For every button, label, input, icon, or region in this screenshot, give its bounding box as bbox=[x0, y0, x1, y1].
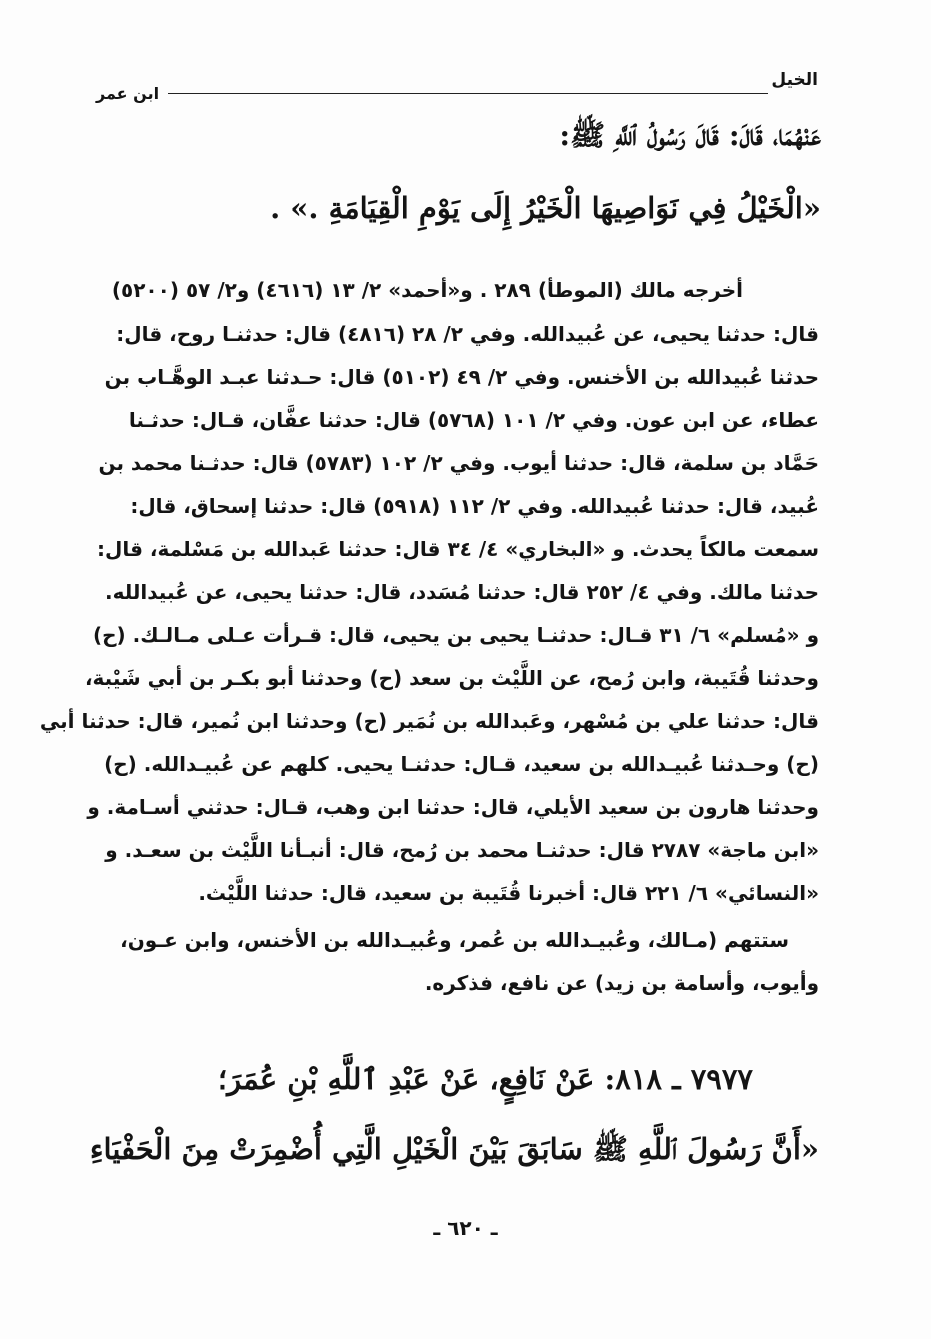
takhrij-line: أخرجه مالك (الموطأ) ٢٨٩ . و«أحمد» ٢/ ١٣ (٤٦١٦) و٢/ ٥٧ (٥٢٠٠) bbox=[111, 278, 743, 302]
takhrij-line: عطاء، عن ابن عون. وفي ٢/ ١٠١ (٥٧٦٨) قال: حدثنا عفَّان، قـال: حدثـنا bbox=[128, 408, 819, 432]
hadith-intro-line: عَنْهُمَا، قَالَ: قَالَ رَسُولُ ٱللَّهِ ﷺ: bbox=[559, 118, 821, 152]
takhrij-line: قال: حدثنا علي بن مُسْهر، وعَبدالله بن نُمَير (ح) وحدثنا ابن نُمير، قال: حدثنا أبي bbox=[39, 709, 819, 733]
chapter-title: الخيل bbox=[771, 70, 818, 90]
summary-line: وأيوب، وأسامة بن زيد) عن نافع، فذكره. bbox=[424, 971, 819, 995]
takhrij-line: «ابن ماجة» ٢٧٨٧ قال: حدثنـا محمد بن رُمح، قال: أنبـأنا اللَّيْث بن سعـد. و bbox=[105, 838, 819, 862]
running-header bbox=[96, 70, 818, 102]
takhrij-line: سمعت مالكاً يحدث. و «البخاري» ٤/ ٣٤ قال: حدثنا عَبدالله بن مَسْلمة، قال: bbox=[97, 537, 819, 561]
hadith-number-line: ٧٩٧٧ ـ ٨١٨: عَنْ نَافِعٍ، عَنْ عَبْدِ ٱللَّهِ بْنِ عُمَرَ؛ bbox=[217, 1062, 753, 1096]
takhrij-line: حَمَّاد بن سلمة، قال: حدثنا أيوب. وفي ٢/ ١٠٢ (٥٧٨٣) قال: حدثـنا محمد بن bbox=[98, 451, 819, 475]
takhrij-line: وحدثنا قُتَيبة، وابن رُمح، عن اللَّيْث بن سعد (ح) وحدثنا أبو بكـر بن أبي شَيْبة، bbox=[84, 666, 819, 690]
takhrij-line: عُبيد، قال: حدثنا عُبيدالله. وفي ٢/ ١١٢ (٥٩١٨) قال: حدثنا إسحاق، قال: bbox=[130, 494, 819, 518]
takhrij-line: وحدثنا هارون بن سعيد الأيلي، قال: حدثنا ابن وهب، قـال: حدثني أسـامة. و bbox=[87, 795, 819, 819]
hadith-text-line: «الْخَيْلُ فِي نَوَاصِيهَا الْخَيْرُ إِلَى يَوْمِ الْقِيَامَةِ .» . bbox=[270, 191, 821, 225]
header-rule bbox=[168, 93, 768, 94]
takhrij-line: و «مُسلم» ٦/ ٣١ قـال: حدثنـا يحيى بن يحيى، قال: قـرأت عـلى مـالـك. (ح) bbox=[92, 623, 819, 647]
narrator-title: ابن عمر bbox=[96, 84, 160, 103]
takhrij-line: حدثنا مالك. وفي ٤/ ٢٥٢ قال: حدثنا مُسَدد، قال: حدثنا يحيى، عن عُبيدالله. bbox=[104, 580, 819, 604]
takhrij-line: (ح) وحـدثنا عُبيـدالله بن سعيد، قـال: حدثنـا يحيى. كلهم عن عُبيـدالله. (ح) bbox=[104, 752, 819, 776]
summary-line: ستتهم (مـالك، وعُبيـدالله بن عُمر، وعُبيـدالله بن الأخنس، وابن عـون، bbox=[120, 928, 789, 952]
takhrij-line: «النسائي» ٦/ ٢٢١ قال: أخبرنا قُتَيبة بن سعيد، قال: حدثنا اللَّيْث. bbox=[198, 881, 819, 905]
takhrij-line: حدثنا عُبيدالله بن الأخنس. وفي ٢/ ٤٩ (٥١٠٢) قال: حـدثنا عبـد الوهَّـاب بن bbox=[104, 365, 819, 389]
takhrij-line: قال: حدثنا يحيى، عن عُبيدالله. وفي ٢/ ٢٨ (٤٨١٦) قال: حدثنـا روح، قال: bbox=[116, 322, 819, 346]
page-number: ـ ٦٢٠ ـ bbox=[433, 1216, 498, 1240]
hadith-text-line-next: «أَنَّ رَسُولَ ٱللَّهِ ﷺ سَابَقَ بَيْنَ الْخَيْلِ الَّتِي أُضْمِرَتْ مِنَ الْحَفْيَاءِ bbox=[89, 1132, 819, 1166]
